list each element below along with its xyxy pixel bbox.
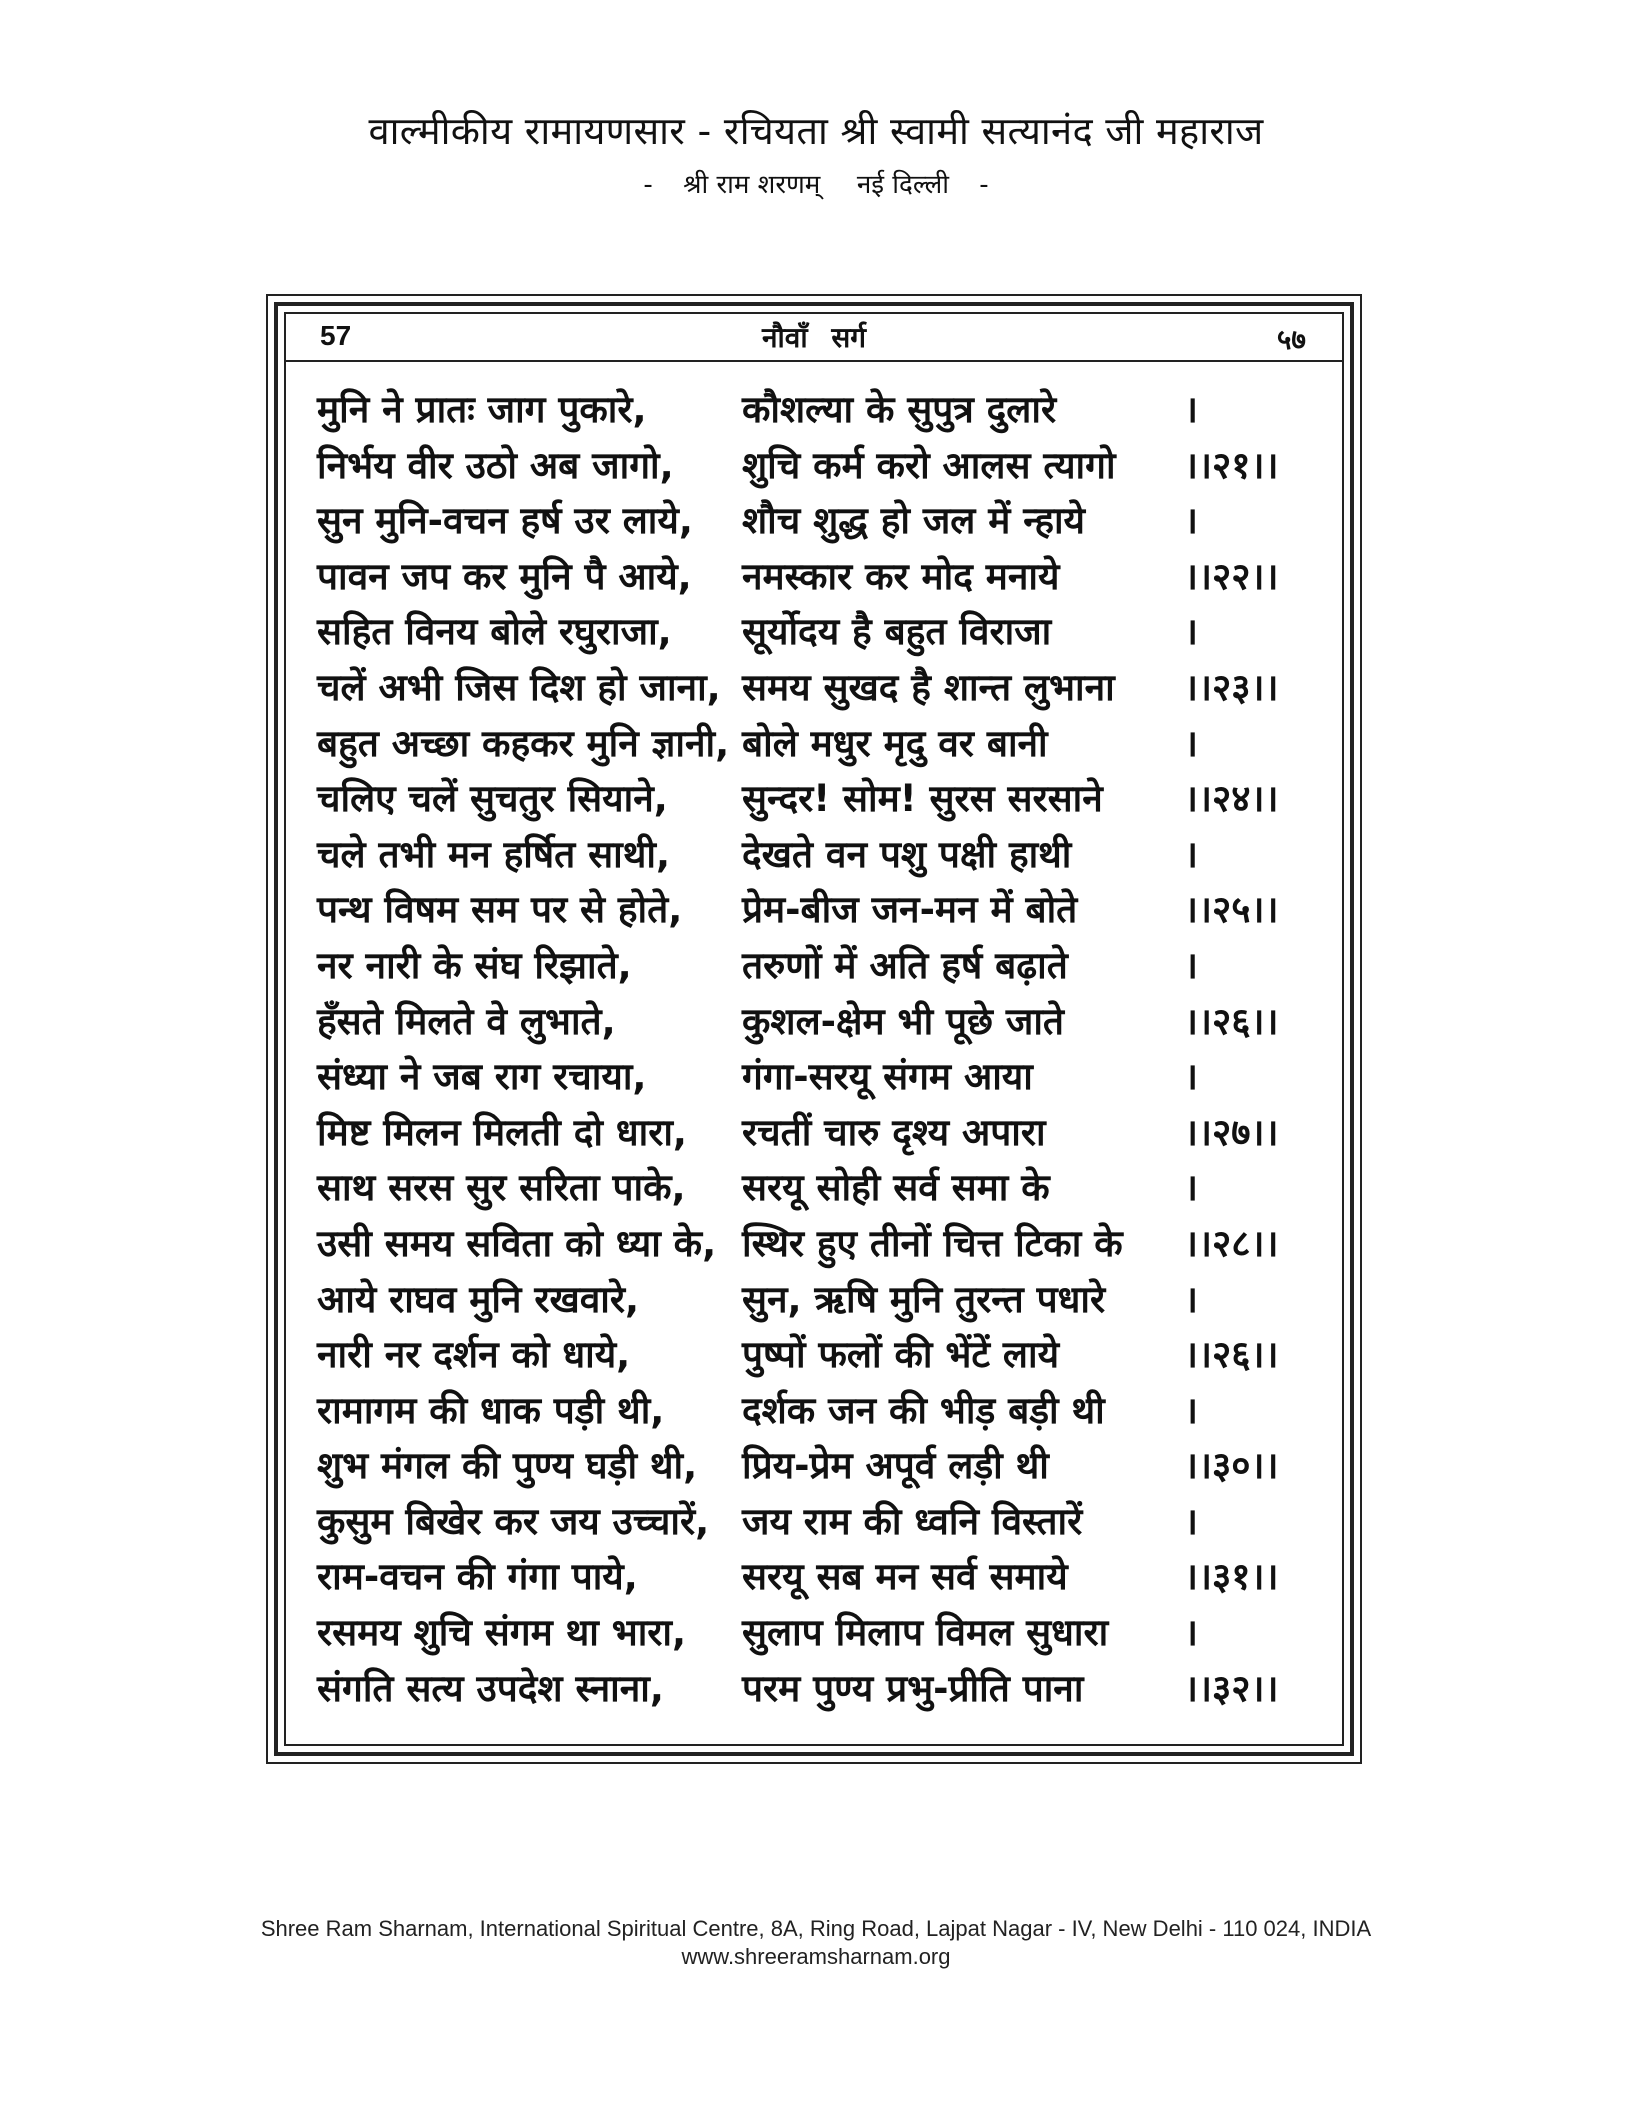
verse-first-half: सहित विनय बोले रघुराजा, — [317, 610, 672, 654]
verse-first-half: चलिए चलें सुचतुर सियाने, — [317, 777, 668, 821]
verse-row — [284, 1601, 1344, 1657]
page-number-latin: 57 — [320, 320, 352, 351]
verse-second-half: स्थिर हुए तीनों चित्त टिका के — [742, 1221, 1123, 1265]
verse-number-mark: । — [1184, 1055, 1199, 1099]
verse-row — [284, 1434, 1344, 1490]
verse-row — [284, 823, 1344, 879]
verse-row — [284, 1379, 1344, 1435]
verse-first-half: शुभ मंगल की पुण्य घड़ी थी, — [317, 1444, 698, 1488]
verse-first-half: साथ सरस सुर सरिता पाके, — [317, 1166, 686, 1210]
verse-second-half: सरयू सब मन सर्व समाये — [742, 1555, 1068, 1599]
verse-first-half: कुसुम बिखेर कर जय उच्चारें, — [317, 1499, 710, 1543]
page-number-devanagari: ५७ — [1276, 323, 1306, 356]
verse-row — [284, 1212, 1344, 1268]
verse-number-mark: । — [1184, 943, 1199, 987]
document-header-subtitle — [0, 165, 1632, 201]
verse-number-mark: ।।२३।। — [1184, 665, 1279, 709]
verse-number-mark: । — [1184, 721, 1199, 765]
verse-number-mark: ।।२५।। — [1184, 888, 1279, 932]
verse-row — [284, 1490, 1344, 1546]
verse-number-mark: । — [1184, 1611, 1199, 1655]
verse-row — [284, 489, 1344, 545]
verse-number-mark: ।।२२।। — [1184, 554, 1279, 598]
verse-first-half: सुन मुनि-वचन हर्ष उर लाये, — [317, 499, 693, 543]
verse-row — [284, 656, 1344, 712]
verse-number-mark: ।।२४।। — [1184, 777, 1279, 821]
verse-number-mark: । — [1184, 499, 1199, 543]
subtitle-city: नई दिल्ली — [856, 170, 949, 200]
verse-second-half: शुचि कर्म करो आलस त्यागो — [742, 443, 1116, 487]
verse-number-mark: ।।२७।। — [1184, 1110, 1279, 1154]
verse-number-mark: । — [1184, 1499, 1199, 1543]
verse-first-half: चले तभी मन हर्षित साथी, — [317, 832, 671, 876]
verse-first-half: नारी नर दर्शन को धाये, — [317, 1333, 631, 1377]
verse-row — [284, 990, 1344, 1046]
verse-second-half: बोले मधुर मृदु वर बानी — [742, 721, 1048, 765]
verse-number-mark: । — [1184, 1277, 1199, 1321]
verse-second-half: कौशल्या के सुपुत्र दुलारे — [742, 388, 1057, 431]
verse-number-mark: ।।३०।। — [1184, 1444, 1279, 1488]
verse-first-half: संध्या ने जब राग रचाया, — [317, 1055, 647, 1099]
verse-number-mark: । — [1184, 1166, 1199, 1210]
verse-row — [284, 600, 1344, 656]
verse-row — [284, 1268, 1344, 1324]
verse-block — [284, 378, 1344, 1712]
verse-number-mark: ।।२६।। — [1184, 1333, 1279, 1377]
verse-row — [284, 378, 1344, 434]
verse-first-half: संगति सत्य उपदेश स्नाना, — [317, 1666, 664, 1710]
verse-number-mark: ।।२८।। — [1184, 1221, 1279, 1265]
verse-row — [284, 1657, 1344, 1713]
footer-website: www.shreeramsharnam.org — [681, 1944, 951, 1969]
verse-first-half: नर नारी के संघ रिझाते, — [317, 943, 632, 987]
verse-second-half: प्रिय-प्रेम अपूर्व लड़ी थी — [742, 1444, 1049, 1488]
verse-row — [284, 712, 1344, 768]
verse-number-mark: ।।२१।। — [1184, 443, 1279, 487]
subtitle-organization: श्री राम शरणम् — [683, 170, 821, 200]
verse-second-half: सुन्दर! सोम! सुरस सरसाने — [742, 777, 1103, 821]
verse-number-mark: । — [1184, 832, 1199, 876]
verse-row — [284, 1156, 1344, 1212]
verse-first-half: रामागम की धाक पड़ी थी, — [317, 1388, 665, 1432]
chapter-title: नौवाँ सर्ग — [761, 321, 867, 354]
verse-second-half: परम पुण्य प्रभु-प्रीति पाना — [742, 1666, 1084, 1710]
verse-first-half: राम-वचन की गंगा पाये, — [317, 1555, 638, 1599]
verse-second-half: सुन, ऋषि मुनि तुरन्त पधारे — [742, 1277, 1106, 1321]
verse-second-half: नमस्कार कर मोद मनाये — [742, 554, 1060, 598]
verse-first-half: पन्थ विषम सम पर से होते, — [317, 888, 683, 932]
verse-second-half: पुष्पों फलों की भेंटें लाये — [742, 1333, 1060, 1377]
verse-number-mark: । — [1184, 610, 1199, 654]
verse-row — [284, 434, 1344, 490]
document-header-title: वाल्मीकीय रामायणसार - रचियता श्री स्वामी सत्यानंद जी महाराज — [368, 109, 1264, 153]
verse-second-half: सूर्योदय है बहुत विराजा — [742, 610, 1052, 654]
verse-second-half: समय सुखद है शान्त लुभाना — [742, 665, 1115, 709]
verse-first-half: आये राघव मुनि रखवारे, — [317, 1277, 640, 1321]
verse-first-half: रसमय शुचि संगम था भारा, — [317, 1611, 687, 1655]
verse-first-half: निर्भय वीर उठो अब जागो, — [317, 443, 674, 487]
verse-second-half: जय राम की ध्वनि विस्तारें — [742, 1499, 1083, 1543]
verse-second-half: दर्शक जन की भीड़ बड़ी थी — [742, 1388, 1105, 1432]
verse-second-half: कुशल-क्षेम भी पूछे जाते — [742, 999, 1064, 1043]
verse-first-half: मिष्ट मिलन मिलती दो धारा, — [317, 1110, 687, 1154]
verse-number-mark: ।।२६।। — [1184, 999, 1279, 1043]
verse-row — [284, 1323, 1344, 1379]
subtitle-dash-right: - — [979, 170, 989, 200]
verse-row — [284, 545, 1344, 601]
verse-second-half: शौच शुद्ध हो जल में न्हाये — [742, 499, 1086, 543]
verse-second-half: रचतीं चारु दृश्य अपारा — [742, 1110, 1046, 1154]
verse-second-half: देखते वन पशु पक्षी हाथी — [742, 832, 1072, 876]
verse-row — [284, 1101, 1344, 1157]
verse-number-mark: ।।३१।। — [1184, 1555, 1279, 1599]
verse-number-mark: । — [1184, 1388, 1199, 1432]
verse-number-mark: । — [1184, 388, 1199, 431]
verse-first-half: हँसते मिलते वे लुभाते, — [317, 999, 616, 1043]
page-heading-bar — [284, 312, 1344, 362]
verse-row — [284, 1045, 1344, 1101]
verse-second-half: प्रेम-बीज जन-मन में बोते — [742, 888, 1078, 932]
verse-first-half: बहुत अच्छा कहकर मुनि ज्ञानी, — [317, 721, 730, 765]
verse-first-half: पावन जप कर मुनि पै आये, — [317, 554, 692, 598]
verse-second-half: सरयू सोही सर्व समा के — [742, 1166, 1050, 1210]
verse-number-mark: ।।३२।। — [1184, 1666, 1279, 1710]
verse-second-half: सुलाप मिलाप विमल सुधारा — [742, 1611, 1109, 1655]
subtitle-dash-left: - — [643, 170, 653, 200]
verse-second-half: गंगा-सरयू संगम आया — [742, 1055, 1033, 1099]
verse-second-half: तरुणों में अति हर्ष बढ़ाते — [742, 943, 1068, 987]
verse-row — [284, 878, 1344, 934]
verse-first-half: उसी समय सविता को ध्या के, — [317, 1221, 717, 1265]
verse-row — [284, 934, 1344, 990]
verse-row — [284, 1545, 1344, 1601]
verse-row — [284, 767, 1344, 823]
verse-first-half: चलें अभी जिस दिश हो जाना, — [317, 665, 721, 709]
verse-first-half: मुनि ने प्रातः जाग पुकारे, — [317, 388, 647, 431]
footer-address: Shree Ram Sharnam, International Spiritual Centre, 8A, Ring Road, Lajpat Nagar - IV, New Delhi - 110 024, INDIA — [260, 1916, 1372, 1941]
